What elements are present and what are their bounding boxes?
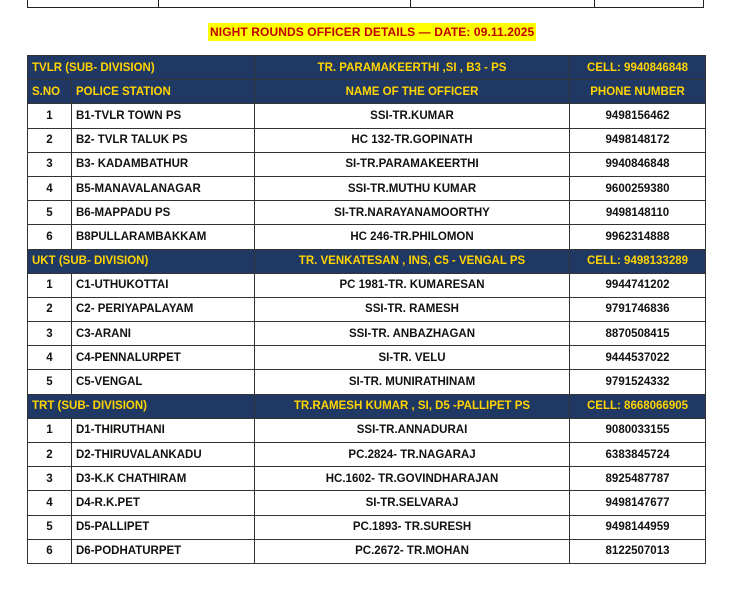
- table-row: [28, 515, 706, 539]
- row-sno: 4: [28, 346, 72, 370]
- row-police-station: B1-TVLR TOWN PS: [72, 104, 255, 128]
- division-name: TVLR (SUB- DIVISION): [28, 56, 255, 80]
- row-officer-name: SSI-TR.MUTHU KUMAR: [255, 176, 570, 200]
- division-cell: CELL: 9940846848: [570, 56, 706, 80]
- row-police-station: B3- KADAMBATHUR: [72, 152, 255, 176]
- division-header-row: [28, 249, 706, 273]
- row-police-station: B5-MANAVALANAGAR: [72, 176, 255, 200]
- row-sno: 4: [28, 176, 72, 200]
- row-phone-number: 9498144959: [570, 515, 706, 539]
- row-police-station: C5-VENGAL: [72, 370, 255, 394]
- row-sno: 3: [28, 467, 72, 491]
- row-police-station: C1-UTHUKOTTAI: [72, 273, 255, 297]
- row-sno: 1: [28, 418, 72, 442]
- row-sno: 1: [28, 273, 72, 297]
- row-sno: 6: [28, 225, 72, 249]
- row-police-station: B2- TVLR TALUK PS: [72, 128, 255, 152]
- row-sno: 6: [28, 539, 72, 563]
- division-incharge: TR. VENKATESAN , INS, C5 - VENGAL PS: [255, 249, 570, 273]
- row-officer-name: SSI-TR. ANBAZHAGAN: [255, 322, 570, 346]
- row-police-station: B6-MAPPADU PS: [72, 201, 255, 225]
- table-row: [28, 297, 706, 321]
- row-phone-number: 6383845724: [570, 443, 706, 467]
- table-row: [28, 370, 706, 394]
- row-phone-number: 9498148110: [570, 201, 706, 225]
- row-officer-name: HC.1602- TR.GOVINDHARAJAN: [255, 467, 570, 491]
- row-phone-number: 9444537022: [570, 346, 706, 370]
- row-officer-name: SI-TR.SELVARAJ: [255, 491, 570, 515]
- division-header-row: [28, 394, 706, 418]
- row-police-station: C3-ARANI: [72, 322, 255, 346]
- division-cell: CELL: 9498133289: [570, 249, 706, 273]
- row-phone-number: 8122507013: [570, 539, 706, 563]
- row-officer-name: SI-TR.NARAYANAMOORTHY: [255, 201, 570, 225]
- table-row: [28, 491, 706, 515]
- column-header-sno: S.NO: [28, 80, 72, 104]
- row-sno: 5: [28, 515, 72, 539]
- night-rounds-table: [27, 55, 706, 564]
- row-phone-number: 9080033155: [570, 418, 706, 442]
- row-sno: 2: [28, 128, 72, 152]
- division-cell: CELL: 8668066905: [570, 394, 706, 418]
- row-officer-name: SI-TR.PARAMAKEERTHI: [255, 152, 570, 176]
- row-officer-name: PC 1981-TR. KUMARESAN: [255, 273, 570, 297]
- column-header-station: POLICE STATION: [72, 80, 255, 104]
- row-sno: 3: [28, 322, 72, 346]
- row-sno: 4: [28, 491, 72, 515]
- row-officer-name: SI-TR. MUNIRATHINAM: [255, 370, 570, 394]
- row-sno: 2: [28, 297, 72, 321]
- column-header-officer: NAME OF THE OFFICER: [255, 80, 570, 104]
- row-sno: 3: [28, 152, 72, 176]
- row-police-station: B8PULLARAMBAKKAM: [72, 225, 255, 249]
- page-title: NIGHT ROUNDS OFFICER DETAILS — DATE: 09.11.2025: [210, 25, 535, 39]
- table-row: [28, 128, 706, 152]
- table-row: [28, 225, 706, 249]
- row-phone-number: 8925487787: [570, 467, 706, 491]
- row-officer-name: SSI-TR. RAMESH: [255, 297, 570, 321]
- row-phone-number: 9962314888: [570, 225, 706, 249]
- row-officer-name: HC 132-TR.GOPINATH: [255, 128, 570, 152]
- row-police-station: D3-K.K CHATHIRAM: [72, 467, 255, 491]
- row-phone-number: 9498148172: [570, 128, 706, 152]
- row-phone-number: 9600259380: [570, 176, 706, 200]
- division-name: UKT (SUB- DIVISION): [28, 249, 255, 273]
- row-phone-number: 9498147677: [570, 491, 706, 515]
- row-sno: 2: [28, 443, 72, 467]
- division-incharge: TR. PARAMAKEERTHI ,SI , B3 - PS: [255, 56, 570, 80]
- table-row: [28, 467, 706, 491]
- row-phone-number: 9944741202: [570, 273, 706, 297]
- row-police-station: C4-PENNALURPET: [72, 346, 255, 370]
- column-header-phone: PHONE NUMBER: [570, 80, 706, 104]
- table-row: [28, 443, 706, 467]
- row-phone-number: 8870508415: [570, 322, 706, 346]
- row-officer-name: PC.2824- TR.NAGARAJ: [255, 443, 570, 467]
- row-phone-number: 9791524332: [570, 370, 706, 394]
- division-header-row: [28, 56, 706, 80]
- table-body: [28, 56, 706, 564]
- row-officer-name: SSI-TR.KUMAR: [255, 104, 570, 128]
- table-row: [28, 273, 706, 297]
- table-row: [28, 322, 706, 346]
- row-phone-number: 9791746836: [570, 297, 706, 321]
- row-officer-name: SSI-TR.ANNADURAI: [255, 418, 570, 442]
- row-phone-number: 9498156462: [570, 104, 706, 128]
- row-officer-name: HC 246-TR.PHILOMON: [255, 225, 570, 249]
- table-row: [28, 104, 706, 128]
- row-police-station: D2-THIRUVALANKADU: [72, 443, 255, 467]
- row-police-station: C2- PERIYAPALAYAM: [72, 297, 255, 321]
- row-phone-number: 9940846848: [570, 152, 706, 176]
- division-incharge: TR.RAMESH KUMAR , SI, D5 -PALLIPET PS: [255, 394, 570, 418]
- table-row: [28, 418, 706, 442]
- row-police-station: D6-PODHATURPET: [72, 539, 255, 563]
- division-name: TRT (SUB- DIVISION): [28, 394, 255, 418]
- row-officer-name: PC.1893- TR.SURESH: [255, 515, 570, 539]
- table-row: [28, 539, 706, 563]
- row-police-station: D1-THIRUTHANI: [72, 418, 255, 442]
- column-header-row: [28, 80, 706, 104]
- table-row: [28, 152, 706, 176]
- table-row: [28, 346, 706, 370]
- row-officer-name: PC.2672- TR.MOHAN: [255, 539, 570, 563]
- table-row: [28, 201, 706, 225]
- row-sno: 1: [28, 104, 72, 128]
- row-police-station: D4-R.K.PET: [72, 491, 255, 515]
- row-police-station: D5-PALLIPET: [72, 515, 255, 539]
- row-sno: 5: [28, 370, 72, 394]
- row-officer-name: SI-TR. VELU: [255, 346, 570, 370]
- row-sno: 5: [28, 201, 72, 225]
- table-row: [28, 176, 706, 200]
- previous-table-edge: [27, 0, 704, 8]
